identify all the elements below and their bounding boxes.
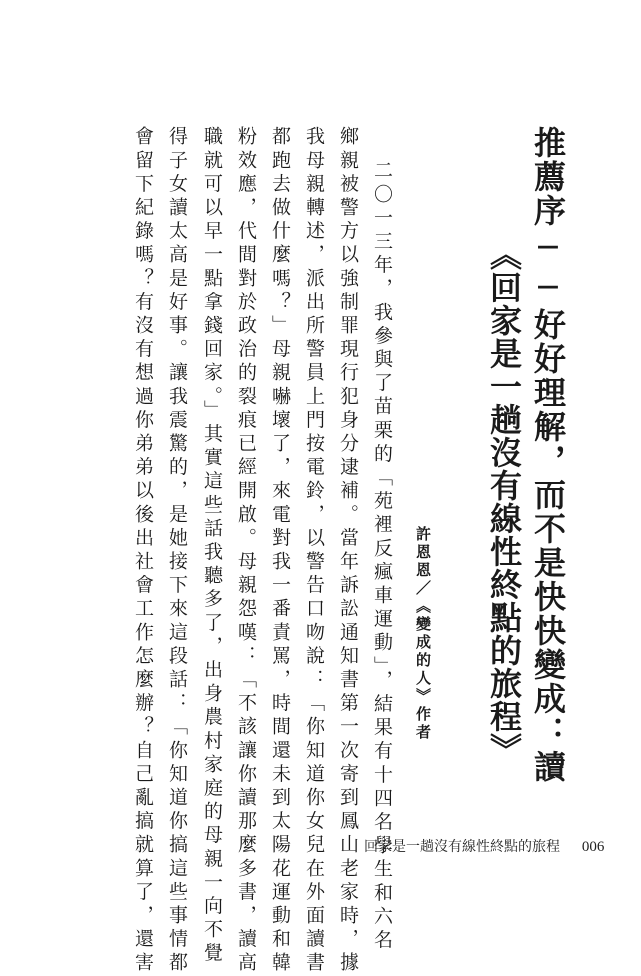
- body-column: 都跑去做什麼嗎？」母親嚇壞了，來電對我一番責罵，時間還未到太陽花運動和韓: [269, 126, 291, 976]
- page-number: 006: [581, 839, 605, 855]
- page-footer: [364, 836, 604, 856]
- body-column: 二〇一三年，我參與了苗栗的「苑裡反瘋車運動」，結果有十四名學生和六名: [371, 160, 393, 953]
- author-byline: 許恩恩／《變成的人》作者: [414, 526, 432, 742]
- body-column: 職就可以早一點拿錢回家。」其實這些話我聽多了，出身農村家庭的母親一向不覺: [201, 126, 223, 967]
- body-column: 粉效應，代間對於政治的裂痕已經開啟。母親怨嘆：「不該讓你讀那麼多書，讀高: [235, 126, 257, 976]
- body-column: 我母親轉述，派出所警員上門按電鈴，以警告口吻說：「你知道你女兒在外面讀書: [303, 126, 325, 976]
- body-column: 鄉親被警方以強制罪現行犯身分逮補。當年訴訟通知書第一次寄到鳳山老家時，據: [337, 126, 359, 976]
- body-column: 會留下紀錄嗎？有沒有想過你弟弟以後出社會工作怎麼辦？自己亂搞就算了，還害: [132, 126, 154, 976]
- book-title: 《回家是一趟沒有線性終點的旅程》: [485, 238, 523, 766]
- preface-title: 推薦序──好好理解，而不是快快變成：讀: [529, 126, 567, 784]
- body-column: 得子女讀太高是好事。讓我震驚的，是她接下來這段話：「你知道你搞這些事情都: [166, 126, 188, 976]
- running-title: 回家是一趟沒有線性終點的旅程: [364, 838, 560, 854]
